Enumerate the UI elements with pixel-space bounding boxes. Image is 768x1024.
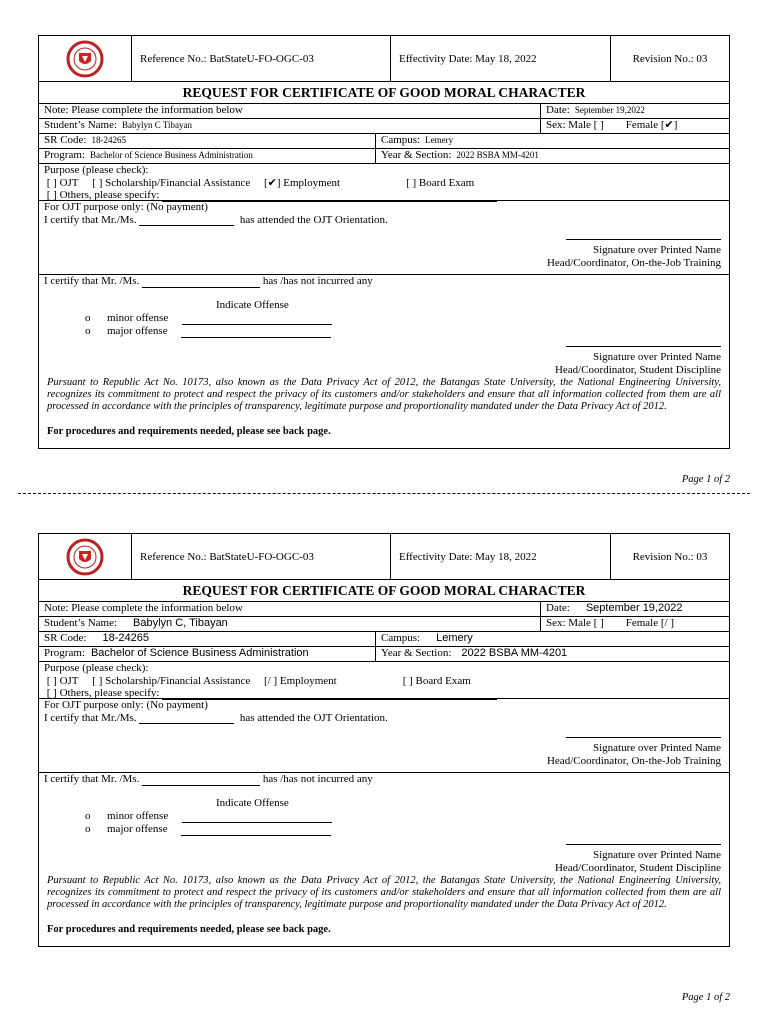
minor-label: minor offense [107, 312, 169, 324]
date-label: Date: [546, 602, 570, 614]
privacy-notice: Pursuant to Republic Act No. 10173, also known as the Data Privacy Act of 2012, the Batangas State University, the National Engineering University, recognizes its commitment to protect and respect the privacy of its customers and/or stakeholders and ensure that all information collected from them are all processed in accordance with the principles of transparency, legitimate purpose and proportionality mandated under the Data Privacy Act of 2012. [47, 377, 721, 412]
reference-number: Reference No.: BatStateU-FO-OGC-03 [132, 36, 391, 81]
ojt-signature [547, 231, 721, 270]
ojt-section [39, 201, 729, 275]
university-logo [39, 36, 132, 81]
ojt-certify-a: I certify that Mr./Ms. [44, 711, 137, 724]
minor-label: minor offense [107, 810, 169, 822]
yearsec-label: Year & Section: [381, 149, 452, 161]
sex-label: Sex: Male [ ] [546, 617, 604, 629]
major-blank[interactable] [181, 835, 331, 836]
row-program [39, 647, 729, 662]
disc-signature-line[interactable] [566, 844, 721, 845]
year-section-value: 2022 BSBA MM-4201 [461, 647, 568, 659]
date-field[interactable] [541, 104, 729, 118]
scholarship-checkbox[interactable]: [ ] Scholarship/Financial Assistance [92, 674, 251, 687]
ojt-sig-label: Signature over Printed Name [593, 244, 721, 256]
sr-code-value: 18-24265 [102, 632, 149, 644]
purpose-section [39, 662, 729, 699]
employment-mark[interactable]: [✔] [263, 176, 281, 189]
row-student [39, 119, 729, 134]
student-name-value: Babylyn C Tibayan [122, 120, 193, 130]
row-note [39, 104, 729, 119]
purpose-section [39, 164, 729, 201]
page-number-1: Page 1 of 2 [681, 474, 730, 485]
program-value: Bachelor of Science Business Administration [89, 150, 253, 160]
student-name-field[interactable] [39, 119, 541, 133]
revision-number: Revision No.: 03 [632, 52, 708, 65]
ojt-certify-a: I certify that Mr./Ms. [44, 213, 137, 226]
program-value: Bachelor of Science Business Administration [90, 647, 309, 659]
year-section-field[interactable] [376, 149, 729, 163]
program-field[interactable] [39, 149, 376, 163]
disc-signature [555, 338, 721, 377]
campus-field[interactable] [376, 632, 729, 646]
date-value: September 19,2022 [585, 602, 683, 614]
year-section-field[interactable] [376, 647, 729, 661]
effectivity-date: Effectivity Date: May 18, 2022 [391, 36, 611, 81]
purpose-options [44, 177, 729, 190]
ojt-sig-label: Signature over Printed Name [593, 742, 721, 754]
disc-certify-b: has /has not incurred any [262, 773, 373, 785]
ojt-checkbox[interactable]: [ ] OJT [46, 176, 79, 189]
female-checkbox[interactable]: [/ ] [660, 617, 675, 629]
ojt-certify-b: has attended the OJT Orientation. [239, 711, 388, 724]
date-label: Date: [546, 104, 570, 116]
disc-certify-b: has /has not incurred any [262, 275, 373, 287]
row-sr [39, 134, 729, 149]
purpose-title: Purpose (please check): [44, 662, 149, 674]
purpose-title: Purpose (please check): [44, 164, 149, 176]
major-offense[interactable] [85, 823, 331, 836]
year-section-value: 2022 BSBA MM-4201 [456, 150, 539, 160]
discipline-section [39, 275, 729, 377]
program-label: Program: [44, 149, 85, 161]
form-header [39, 534, 729, 580]
row-student [39, 617, 729, 632]
yearsec-label: Year & Section: [381, 647, 452, 659]
scholarship-checkbox[interactable]: [ ] Scholarship/Financial Assistance [92, 176, 251, 189]
date-value: September 19,2022 [574, 105, 645, 115]
ojt-name-blank[interactable] [139, 723, 234, 724]
sr-code-field[interactable] [39, 134, 376, 148]
ojt-signature-line[interactable] [566, 737, 721, 738]
program-label: Program: [44, 647, 85, 659]
disc-certify-a: I certify that Mr. /Ms. [44, 275, 140, 287]
privacy-notice: Pursuant to Republic Act No. 10173, also known as the Data Privacy Act of 2012, the Batangas State University, the National Engineering University, recognizes its commitment to protect and respect the privacy of its customers and/or stakeholders and ensure that all information collected from them are all processed in accordance with the principles of transparency, legitimate purpose and proportionality mandated under the Data Privacy Act of 2012. [47, 875, 721, 910]
campus-label: Campus: [381, 632, 421, 644]
form-title: REQUEST FOR CERTIFICATE OF GOOD MORAL CHARACTER [39, 82, 729, 104]
sr-code-field[interactable] [39, 632, 376, 646]
female-checkbox[interactable]: [✔] [660, 119, 678, 131]
student-name-field[interactable] [39, 617, 541, 631]
sr-label: SR Code: [44, 134, 87, 146]
others-option[interactable] [44, 189, 729, 202]
disc-signature-line[interactable] [566, 346, 721, 347]
seal-icon [63, 538, 107, 576]
disc-head-label: Head/Coordinator, Student Discipline [554, 862, 721, 874]
indicate-offense: Indicate Offense [216, 299, 289, 311]
sex-label: Sex: Male [ ] [546, 119, 604, 131]
student-label: Student’s Name: [44, 617, 118, 629]
female-label: Female [625, 119, 659, 131]
minor-bullet: o [85, 312, 91, 324]
ojt-head-label: Head/Coordinator, On-the-Job Training [546, 257, 721, 269]
university-logo [39, 534, 132, 579]
sr-label: SR Code: [44, 632, 87, 644]
disc-certify-line [44, 275, 729, 288]
reference-number: Reference No.: BatStateU-FO-OGC-03 [132, 534, 391, 579]
disc-head-label: Head/Coordinator, Student Discipline [554, 364, 721, 376]
major-blank[interactable] [181, 337, 331, 338]
ojt-only: For OJT purpose only: (No payment) [44, 201, 208, 213]
form-copy-2 [38, 533, 730, 947]
board-exam-checkbox[interactable]: [ ] Board Exam [402, 674, 471, 687]
others-option[interactable] [44, 687, 729, 700]
ojt-name-blank[interactable] [139, 225, 234, 226]
disc-certify-line [44, 773, 729, 786]
student-name-value: Babylyn C, Tibayan [133, 617, 228, 629]
indicate-offense: Indicate Offense [216, 797, 289, 809]
ojt-section [39, 699, 729, 773]
disc-name-blank[interactable] [142, 785, 260, 786]
ojt-signature [547, 729, 721, 768]
student-label: Student’s Name: [44, 119, 118, 131]
campus-field[interactable] [376, 134, 729, 148]
sex-field[interactable] [541, 617, 729, 631]
procedures-note: For procedures and requirements needed, please see back page. [47, 924, 331, 935]
disc-sig-label: Signature over Printed Name [593, 351, 721, 363]
ojt-checkbox[interactable]: [ ] OJT [46, 674, 79, 687]
note: Note: Please complete the information below [39, 104, 541, 118]
sr-code-value: 18-24265 [91, 135, 126, 145]
form-copy-1 [38, 35, 730, 449]
form-title: REQUEST FOR CERTIFICATE OF GOOD MORAL CHARACTER [39, 580, 729, 602]
note: Note: Please complete the information below [39, 602, 541, 616]
campus-value: Lemery [425, 135, 454, 145]
ojt-certify-b: has attended the OJT Orientation. [239, 213, 388, 226]
purpose-options [44, 675, 729, 688]
major-label: major offense [107, 823, 168, 835]
minor-offense[interactable] [85, 312, 332, 325]
campus-value: Lemery [436, 632, 473, 644]
cut-line-divider [18, 493, 750, 494]
major-bullet: o [85, 325, 91, 337]
disc-sig-label: Signature over Printed Name [593, 849, 721, 861]
form-header [39, 36, 729, 82]
revision-number: Revision No.: 03 [632, 550, 708, 563]
minor-offense[interactable] [85, 810, 332, 823]
major-bullet: o [85, 823, 91, 835]
employment-mark[interactable]: [/ ] [263, 674, 278, 687]
minor-bullet: o [85, 810, 91, 822]
major-label: major offense [107, 325, 168, 337]
sex-field[interactable] [541, 119, 729, 133]
disc-certify-a: I certify that Mr. /Ms. [44, 773, 140, 785]
row-note [39, 602, 729, 617]
disc-name-blank[interactable] [142, 287, 260, 288]
procedures-note: For procedures and requirements needed, please see back page. [47, 426, 331, 437]
effectivity-date: Effectivity Date: May 18, 2022 [391, 534, 611, 579]
row-sr [39, 632, 729, 647]
program-field[interactable] [39, 647, 376, 661]
ojt-only: For OJT purpose only: (No payment) [44, 699, 208, 711]
ojt-head-label: Head/Coordinator, On-the-Job Training [546, 755, 721, 767]
disc-signature [555, 836, 721, 875]
employment-label: Employment [279, 674, 337, 687]
others-label: [ ] Others, please specify: [46, 189, 160, 201]
ojt-certify-line [44, 712, 729, 725]
ojt-signature-line[interactable] [566, 239, 721, 240]
seal-icon [63, 40, 107, 78]
board-exam-checkbox[interactable]: [ ] Board Exam [406, 176, 475, 189]
major-offense[interactable] [85, 325, 331, 338]
campus-label: Campus: [381, 134, 421, 146]
page-number-2: Page 1 of 2 [681, 992, 730, 1003]
others-label: [ ] Others, please specify: [46, 687, 160, 699]
row-program [39, 149, 729, 164]
ojt-certify-line [44, 214, 729, 227]
female-label: Female [625, 617, 659, 629]
employment-label: Employment [283, 176, 341, 189]
date-field[interactable] [541, 602, 729, 616]
discipline-section [39, 773, 729, 875]
